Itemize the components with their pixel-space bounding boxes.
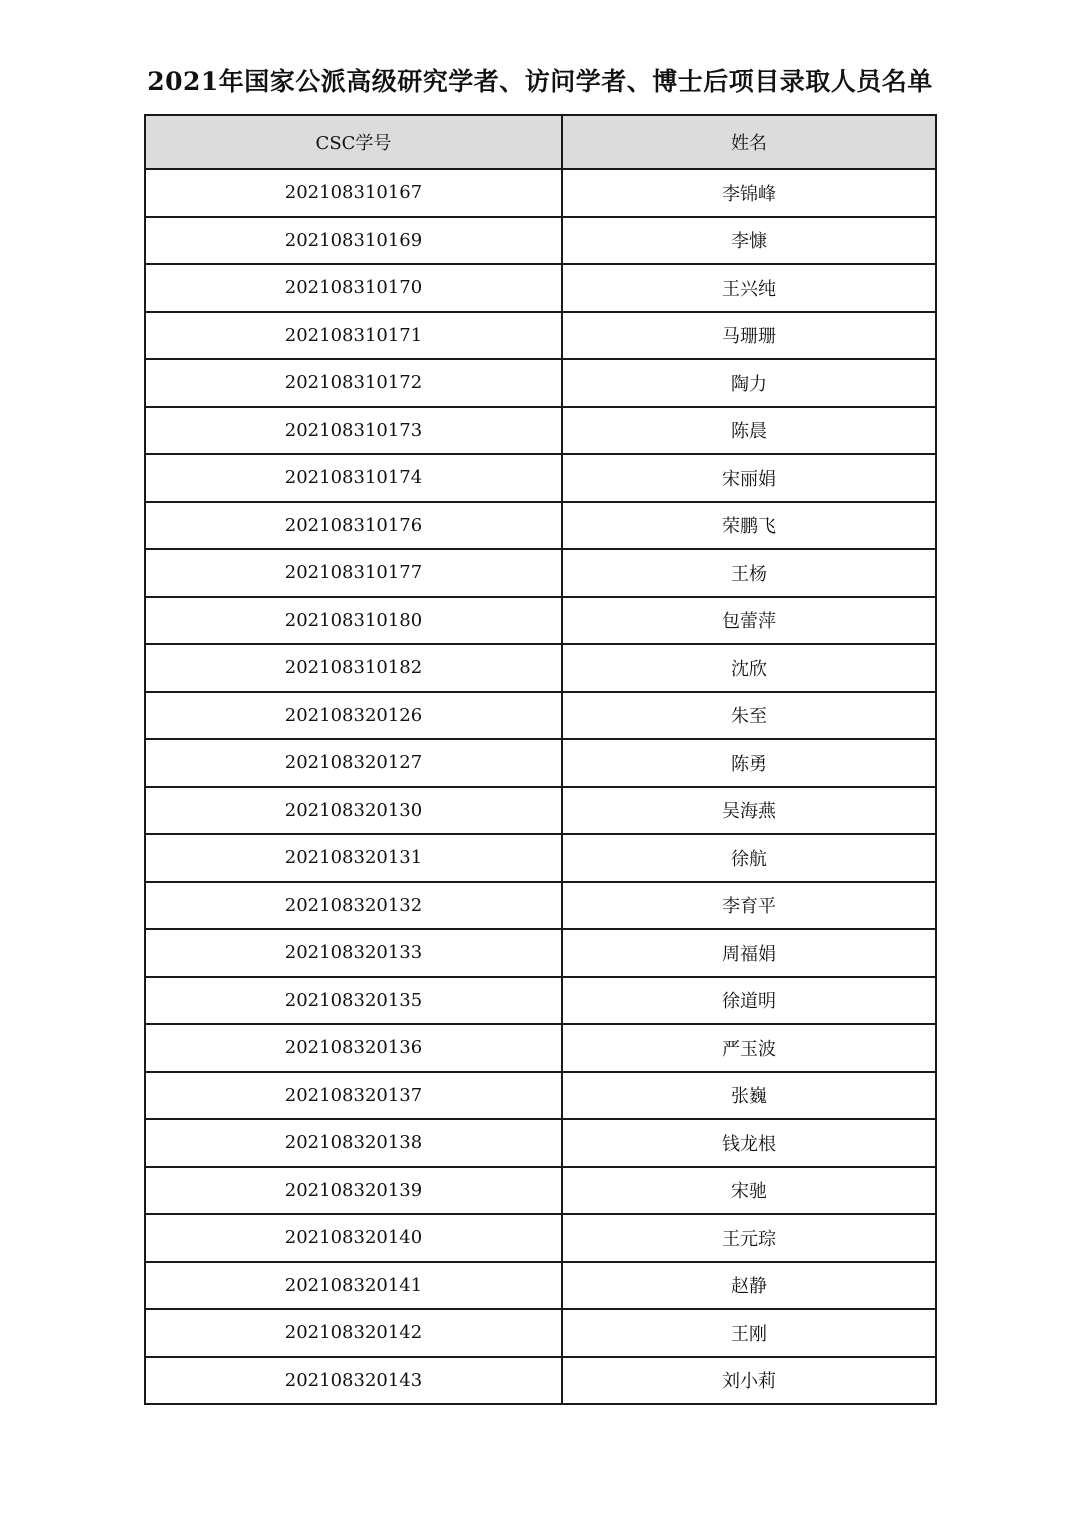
table-row [145,264,936,312]
table-row [145,359,936,407]
csc-id-cell: 202108310174 [145,454,562,502]
csc-id-cell: 202108320137 [145,1072,562,1120]
name-cell: 张巍 [562,1072,936,1120]
page-title: 2021年国家公派高级研究学者、访问学者、博士后项目录取人员名单 [147,67,933,96]
table-row [145,1214,936,1262]
table-row [145,977,936,1025]
table-row [145,1119,936,1167]
csc-id-cell: 202108320126 [145,692,562,740]
table-row [145,1357,936,1405]
name-cell: 陶力 [562,359,936,407]
name-cell: 沈欣 [562,644,936,692]
csc-id-cell: 202108320143 [145,1357,562,1405]
csc-id-cell: 202108320142 [145,1309,562,1357]
csc-id-cell: 202108320139 [145,1167,562,1215]
name-cell: 马珊珊 [562,312,936,360]
table-row [145,597,936,645]
name-cell: 李育平 [562,882,936,930]
csc-id-cell: 202108320130 [145,787,562,835]
table-row [145,1072,936,1120]
csc-id-cell: 202108310177 [145,549,562,597]
table-row [145,929,936,977]
table-row [145,502,936,550]
table-row [145,644,936,692]
table-row [145,217,936,265]
name-cell: 王刚 [562,1309,936,1357]
csc-id-cell: 202108320131 [145,834,562,882]
csc-id-cell: 202108320138 [145,1119,562,1167]
table-row [145,454,936,502]
csc-id-cell: 202108310171 [145,312,562,360]
csc-id-cell: 202108320140 [145,1214,562,1262]
table-row [145,1024,936,1072]
name-cell: 徐航 [562,834,936,882]
name-cell: 包蕾萍 [562,597,936,645]
name-cell: 周福娟 [562,929,936,977]
name-cell: 陈晨 [562,407,936,455]
csc-id-cell: 202108310172 [145,359,562,407]
name-cell: 钱龙根 [562,1119,936,1167]
csc-id-cell: 202108320133 [145,929,562,977]
csc-id-cell: 202108320132 [145,882,562,930]
csc-id-cell: 202108310170 [145,264,562,312]
name-cell: 荣鹏飞 [562,502,936,550]
table-row [145,1309,936,1357]
csc-id-cell: 202108310180 [145,597,562,645]
table-row [145,692,936,740]
table-row [145,882,936,930]
admission-list-table [144,114,937,1405]
csc-id-cell: 202108310176 [145,502,562,550]
name-cell: 宋驰 [562,1167,936,1215]
name-cell: 宋丽娟 [562,454,936,502]
table-body [145,169,936,1404]
table-row [145,834,936,882]
column-header-name: 姓名 [562,115,936,169]
table-row [145,169,936,217]
csc-id-cell: 202108310167 [145,169,562,217]
csc-id-cell: 202108320141 [145,1262,562,1310]
name-cell: 徐道明 [562,977,936,1025]
table-row [145,312,936,360]
table-row [145,787,936,835]
csc-id-cell: 202108320127 [145,739,562,787]
name-cell: 赵静 [562,1262,936,1310]
csc-id-cell: 202108320135 [145,977,562,1025]
name-cell: 刘小莉 [562,1357,936,1405]
name-cell: 王元琮 [562,1214,936,1262]
csc-id-cell: 202108310169 [145,217,562,265]
table-row [145,549,936,597]
table-row [145,1262,936,1310]
table-header-row [145,115,936,169]
name-cell: 李慷 [562,217,936,265]
name-cell: 朱至 [562,692,936,740]
table-row [145,739,936,787]
column-header-csc-id: CSC学号 [145,115,562,169]
table-row [145,1167,936,1215]
csc-id-cell: 202108310173 [145,407,562,455]
table-row [145,407,936,455]
name-cell: 王杨 [562,549,936,597]
csc-id-cell: 202108320136 [145,1024,562,1072]
name-cell: 吴海燕 [562,787,936,835]
name-cell: 王兴纯 [562,264,936,312]
csc-id-cell: 202108310182 [145,644,562,692]
name-cell: 李锦峰 [562,169,936,217]
name-cell: 严玉波 [562,1024,936,1072]
name-cell: 陈勇 [562,739,936,787]
